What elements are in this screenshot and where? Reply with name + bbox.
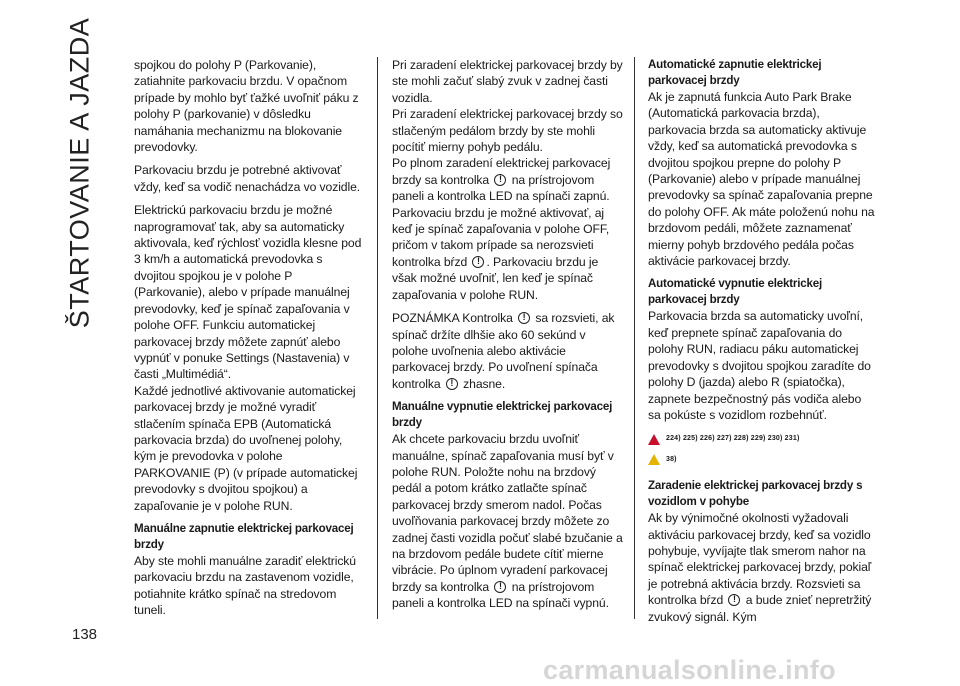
paragraph: Parkovacia brzda sa automaticky uvoľní, keď prepnete spínač zapaľovania do polohy RUN, radiacu páku automatickej prevodovky s dvojitou spojkou zaradíte do polohy D (jazda) alebo R (spiatočka), zapnete bezpečnostný pás vodiča alebo sa pokúste s vozidlom rozbehnúť. (648, 309, 871, 422)
section-heading: Zaradenie elektrickej parkovacej brzdy s vozidlom v pohybe (648, 479, 863, 509)
paragraph (392, 155, 624, 204)
paragraph: spojkou do polohy P (Parkovanie), zatiahnite parkovaciu brzdu. V opačnom prípade by mohlo byť ťažké uvoľniť páku z polohy P (parkovanie) v dôsledku namáhania mechanizmu na blokovanie prevodovky. (134, 58, 359, 155)
paragraph (648, 510, 876, 625)
text-column-3 (648, 57, 876, 632)
text-column-2 (392, 57, 624, 619)
paragraph: Ak je zapnutá funkcia Auto Park Brake (Automatická parkovacia brzda), parkovacia brzda sa automaticky aktivuje vždy, keď sa automatická prevodovka s dvojitou spojkou prepne do polohy P (Parkovanie) alebo v prípade manuálnej prevodovky sa spínač zapaľovania prepne do polohy OFF. Ak máte položenú nohu na brzdovom pedáli, môžete zaznamenať mierny pohyb brzdového pedála počas aktivácie parkovacej brzdy. (648, 90, 875, 269)
paragraph: Aby ste mohli manuálne zaradiť elektrickú parkovaciu brzdu na zastavenom vozidle, potiahnite krátko spínač na stredovom tuneli. (134, 553, 356, 618)
paragraph (392, 205, 624, 303)
note-paragraph (392, 310, 624, 392)
paragraph: Pri zaradení elektrickej parkovacej brzdy by ste mohli začuť slabý zvuk v zadnej časti vozidla. (392, 58, 623, 105)
brake-warning-lamp-icon (494, 174, 506, 186)
paragraph (392, 431, 624, 611)
text-run: Ak chcete parkovaciu brzdu uvoľniť manuálne, spínač zapaľovania musí byť v polohe RUN. Položte nohu na brzdový pedál a potom krátko zatlačte spínač parkovacej brzdy smerom nadol. Počas uvoľňovania parkovacej brzdy môžete zo zadnej časti vozidla počuť slabé bzučanie a na brzdovom pedále budete cítiť mierne vibrácie. Po úplnom vyradení parkovacej brzdy sa kontrolka (392, 432, 623, 594)
warning-references (648, 431, 876, 447)
section-title-text: ŠTARTOVANIE A JAZDA (64, 17, 95, 329)
text-run: zhasne. (463, 376, 506, 391)
brake-warning-lamp-icon (494, 581, 506, 593)
caution-refs-text: 38) (666, 455, 677, 463)
brake-warning-lamp-icon (472, 256, 484, 268)
text-run: a bude znieť nepretržitý zvukový signál. Kým (648, 593, 872, 624)
section-heading: Automatické zapnutie elektrickej parkovacej brzdy (648, 58, 822, 87)
paragraph: Každé jednotlivé aktivovanie automatickej parkovacej brzdy je možné vyradiť stlačením spínača EPB (Automatická parkovacia brzda) do uvoľnenej polohy, kým je prevodovka v polohe PARKOVANIE (P) (v prípade automatickej prevodovky s dvojitou spojkou) a zapaľovanie je v polohe RUN. (134, 383, 358, 513)
text-run: Ak by výnimočné okolnosti vyžadovali aktiváciu parkovacej brzdy, keď sa vozidlo pohybuje, vyvíjajte tlak smerom nahor na spínač elektrickej parkovacej brzdy, pokiaľ je potrebná aktivácia brzdy. Rozsvieti sa kontrolka bŕzd (648, 511, 872, 608)
text-run: . Parkovaciu brzdu je však možné uvoľniť, len keď je spínač zapaľovania v polohe RUN. (392, 254, 599, 302)
section-heading: Manuálne vypnutie elektrickej parkovacej brzdy (392, 400, 613, 430)
text-run: na prístrojovom paneli a kontrolka LED na spínači vypnú. (392, 579, 609, 611)
section-heading: Manuálne zapnutie elektrickej parkovacej brzdy (134, 521, 354, 551)
column-divider (634, 57, 635, 619)
column-divider (377, 57, 378, 619)
warning-refs-text: 224) 225) 226) 227) 228) 229) 230) 231) (666, 435, 800, 443)
paragraph: Elektrickú parkovaciu brzdu je možné naprogramovať tak, aby sa automaticky aktivovala, keď rýchlosť vozidla klesne pod 3 km/h a automatická prevodovka s dvojitou spojkou je v polohe P (Parkovanie), alebo v prípade manuálnej prevodovky, keď je spínač zapaľovania v polohe OFF. Funkciu automatickej parkovacej brzdy môžete zapnúť alebo vypnúť v ponuke Settings (Nastavenia) v časti „Multimédiá“. (134, 203, 362, 382)
section-title (50, 17, 110, 329)
page-number: 138 (72, 626, 98, 643)
watermark: carmanualsonline.info (543, 655, 836, 685)
paragraph: Parkovaciu brzdu je potrebné aktivovať vždy, keď sa vodič nenachádza vo vozidle. (134, 163, 361, 194)
brake-warning-lamp-icon (518, 312, 530, 324)
caution-triangle-icon (648, 454, 660, 465)
text-run: na prístrojovom paneli a kontrolka LED na spínači zapnú. (392, 172, 610, 204)
section-heading: Automatické vypnutie elektrickej parkovacej brzdy (648, 277, 823, 307)
text-run: Po plnom zaradení elektrickej parkovacej brzdy sa kontrolka (392, 156, 611, 187)
text-run: Parkovaciu brzdu je možné aktivovať, aj keď je spínač zapaľovania v polohe OFF, pričom v takom prípade sa nerozsvieti kontrolka bŕzd (392, 205, 610, 269)
warning-triangle-icon (648, 434, 660, 445)
paragraph: Pri zaradení elektrickej parkovacej brzdy so stlačeným pedálom brzdy by ste mohli pocítiť mierny pohyb pedálu. (392, 107, 623, 155)
text-run: sa rozsvieti, ak spínač držíte dlhšie ako 60 sekúnd v polohe uvoľnenia alebo aktivácie parkovacej brzdy. Po uvoľnení spínača kontrolka (392, 311, 615, 391)
text-column-1 (134, 57, 362, 626)
brake-warning-lamp-icon (446, 378, 458, 390)
caution-references (648, 452, 876, 468)
brake-warning-lamp-icon (728, 594, 740, 606)
text-run: POZNÁMKA Kontrolka (392, 311, 513, 326)
